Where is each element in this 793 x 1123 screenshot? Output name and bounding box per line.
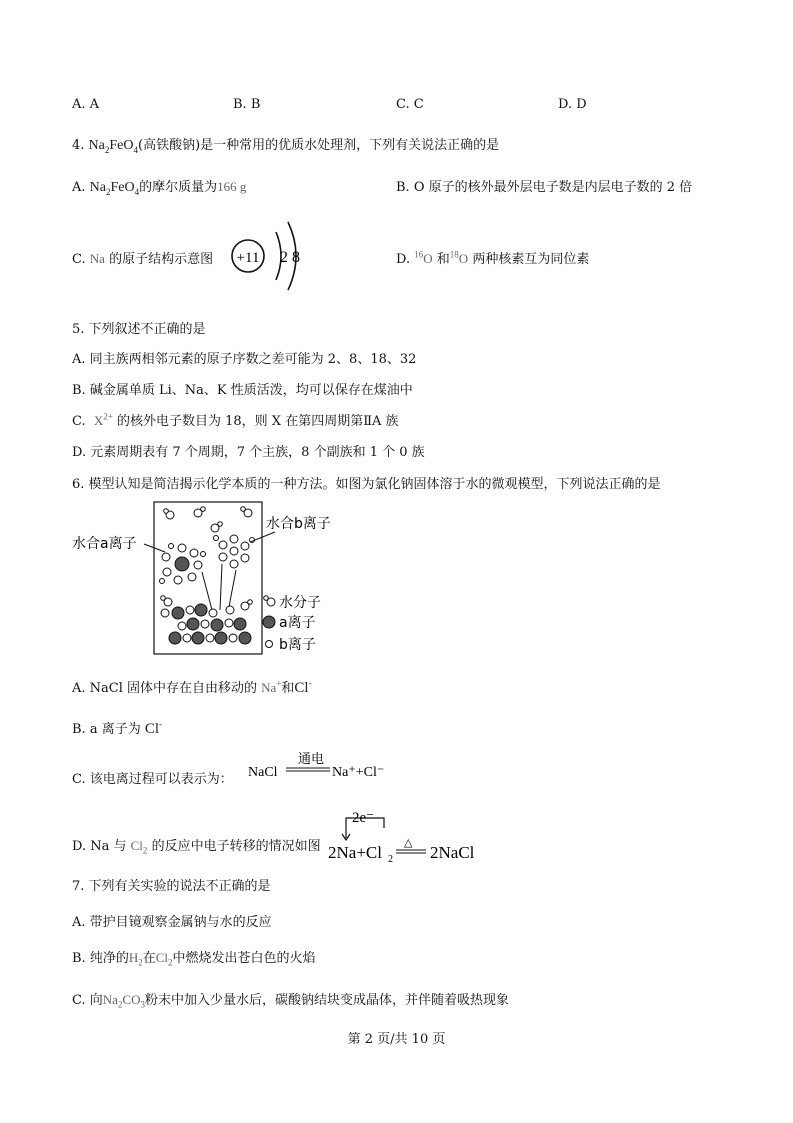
q6-ionization-equation bbox=[246, 748, 386, 784]
legend-a-ion: a离子 bbox=[279, 615, 316, 631]
svg-text:Na⁺+Cl⁻: Na⁺+Cl⁻ bbox=[332, 765, 385, 780]
svg-text:NaCl: NaCl bbox=[248, 765, 278, 780]
q4-optA-value: 166 g bbox=[217, 179, 247, 194]
q7-option-b: B. 纯净的$H_2$在$Cl_2$中燃烧发出苍白色的火焰 bbox=[72, 950, 316, 968]
q7-stem: 7. 下列有关实验的说法不正确的是 bbox=[72, 879, 271, 894]
q4-option-b: B. O 原子的核外最外层电子数是内层电子数的 2 倍 bbox=[396, 180, 693, 195]
q4-stem bbox=[72, 134, 499, 155]
q6-electron-transfer-diagram bbox=[326, 806, 496, 866]
q5-option-b: B. 碱金属单质 Li、Na、K 性质活泼，均可以保存在煤油中 bbox=[72, 383, 413, 398]
q6-stem: 6. 模型认知是简洁揭示化学本质的一种方法。如图为氯化钠固体溶于水的微观模型，下列说法正确的是 bbox=[72, 477, 661, 492]
q3-option-b: B. B bbox=[233, 97, 261, 112]
svg-text:△: △ bbox=[404, 836, 413, 849]
q7-option-c: C. 向$Na_2CO_3$粉末中加入少量水后，碳酸钠结块变成晶体，并伴随着吸热现象 bbox=[72, 992, 509, 1010]
q5-option-c: C. $X^{2+}$ 的核外电子数目为 18，则 X 在第四周期第ⅡA 族 bbox=[72, 411, 399, 429]
x2plus-ion: $X^{2+}$ bbox=[93, 411, 113, 428]
label-hydrated-b-ion: 水合b离子 bbox=[266, 516, 331, 532]
q4-stem-text: (高铁酸钠)是一种常用的优质水处理剂，下列有关说法正确的是 bbox=[138, 138, 500, 153]
q4-optA-formula: $Na_2FeO_4$ bbox=[89, 180, 140, 197]
q4-formula: $Na_2FeO_4$ bbox=[88, 138, 138, 155]
svg-text:2: 2 bbox=[388, 854, 393, 865]
q4-option-a: A. $Na_2FeO_4$的摩尔质量为166 g bbox=[72, 179, 247, 197]
label-hydrated-a-ion: 水合a离子 bbox=[72, 536, 137, 552]
q3-option-c: C. C bbox=[396, 97, 424, 112]
q5-option-a: A. 同主族两相邻元素的原子序数之差可能为 2、8、18、32 bbox=[72, 352, 417, 367]
nacl-dissolution-model-figure bbox=[70, 498, 370, 660]
q4-number: 4. bbox=[72, 138, 85, 153]
q3-option-a: A. A bbox=[72, 97, 100, 112]
atom-shell-1: 2 bbox=[280, 249, 288, 266]
svg-text:2e⁻: 2e⁻ bbox=[352, 810, 375, 826]
na-atom-structure-diagram bbox=[228, 218, 318, 298]
q3-option-d: D. D bbox=[558, 97, 587, 112]
q6-option-c: C. 该电离过程可以表示为： bbox=[72, 772, 233, 787]
atom-shell-2: 8 bbox=[292, 249, 300, 266]
q6-option-b: B. a 离子为 Cl- bbox=[72, 719, 163, 737]
q4-option-c: C. Na 的原子结构示意图 bbox=[72, 251, 214, 267]
legend-b-ion: b离子 bbox=[279, 637, 316, 653]
svg-text:通电: 通电 bbox=[298, 752, 325, 767]
q4-option-d: D. $^{16}$O 和$^{18}$O 两种核素互为同位素 bbox=[396, 249, 590, 267]
legend-water-molecule: 水分子 bbox=[279, 595, 321, 611]
atom-nucleus-label: +11 bbox=[236, 250, 260, 266]
q6-option-d: D. Na 与 $Cl_2$ 的反应中电子转移的情况如图 bbox=[72, 838, 321, 856]
q5-option-d: D. 元素周期表有 7 个周期，7 个主族，8 个副族和 1 个 0 族 bbox=[72, 445, 425, 460]
svg-text:2NaCl: 2NaCl bbox=[430, 843, 475, 862]
svg-text:2Na+Cl: 2Na+Cl bbox=[328, 843, 382, 862]
q7-option-a: A. 带护目镜观察金属钠与水的反应 bbox=[72, 915, 272, 930]
page-footer: 第 2 页/共 10 页 bbox=[347, 1032, 446, 1047]
q6-option-a: A. NaCl 固体中存在自由移动的 Na+和Cl- bbox=[72, 678, 312, 696]
q5-stem: 5. 下列叙述不正确的是 bbox=[72, 322, 206, 337]
